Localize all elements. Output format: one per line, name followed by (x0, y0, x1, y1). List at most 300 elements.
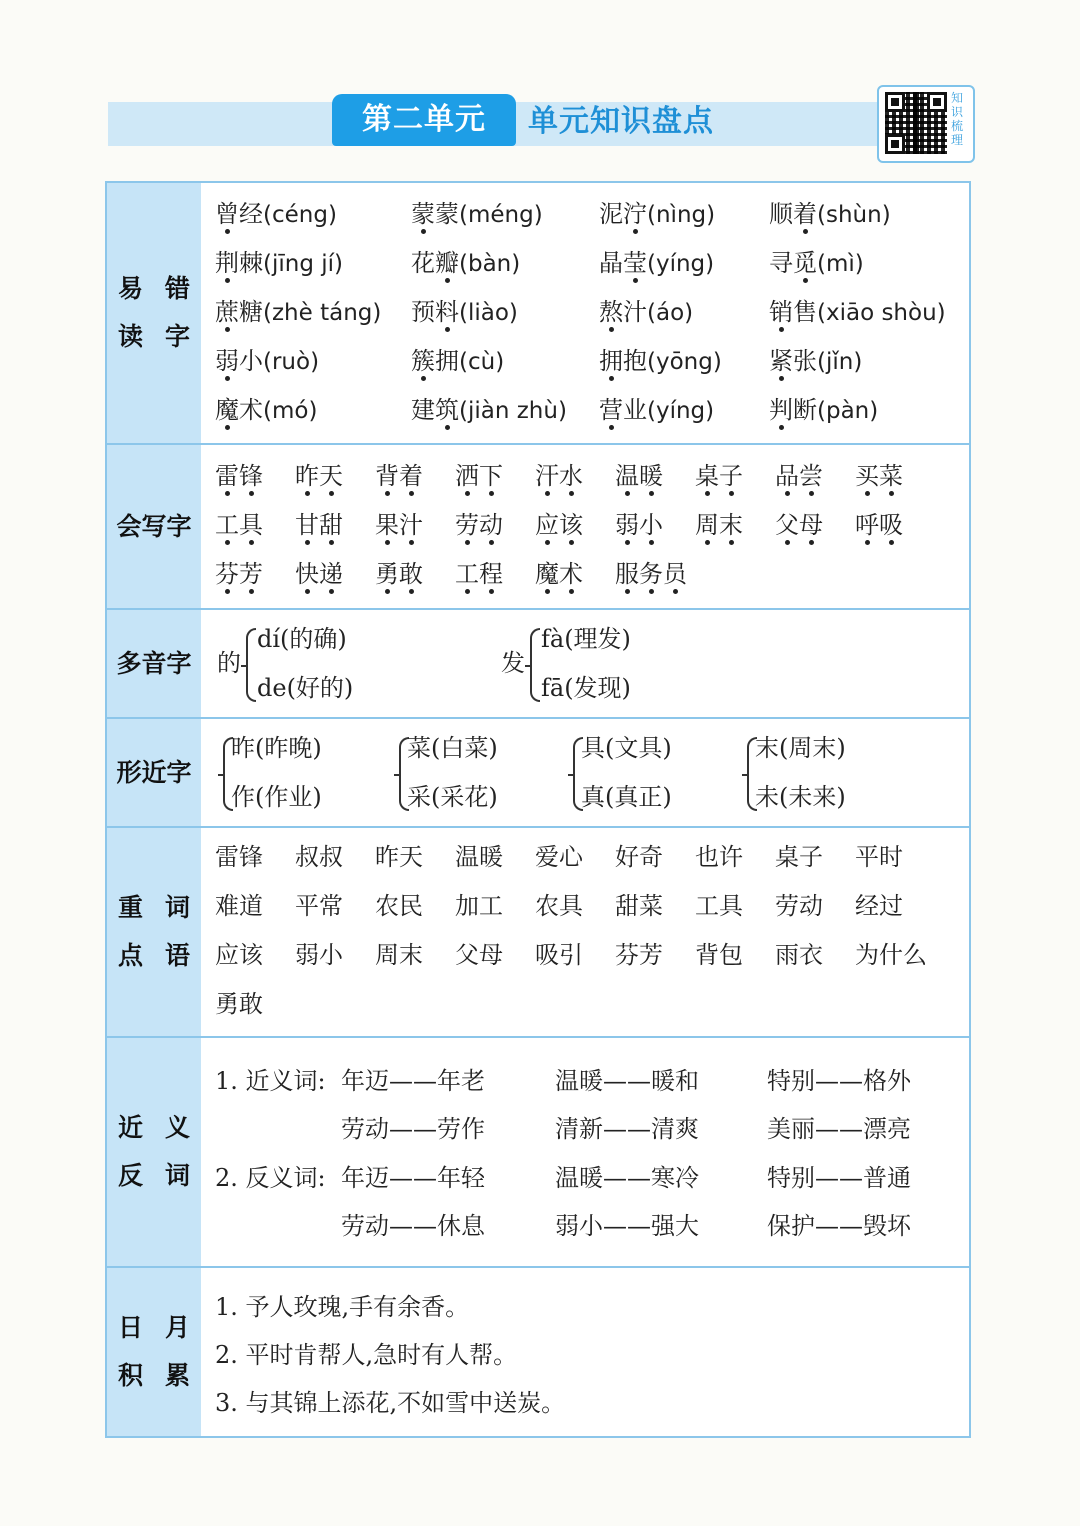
word-char: 什 (879, 941, 903, 969)
word-item (535, 461, 583, 491)
misread-char: 汁 (623, 298, 647, 326)
word-char: 菜 (639, 892, 663, 920)
word-char: 着 (399, 462, 423, 490)
misread-char: 棘 (239, 249, 263, 277)
syn-ant-list (201, 1038, 969, 1266)
word-char: 民 (399, 892, 423, 920)
pinyin: (nìng) (647, 202, 716, 228)
row-similar-shape (107, 717, 969, 826)
similar-char: 未(未来) (755, 783, 846, 811)
misread-item (599, 248, 714, 279)
word-char: 甜 (319, 511, 343, 539)
word-char: 锋 (239, 462, 263, 490)
misread-char: 瓣 (435, 249, 459, 277)
word-char: 动 (799, 892, 823, 920)
word-item (295, 510, 343, 540)
misread-char: 泥 (599, 200, 623, 228)
word-item (215, 559, 263, 589)
word-item (295, 940, 343, 970)
word-char: 小 (319, 941, 343, 969)
pinyin: (áo) (647, 300, 694, 326)
word-char: 吸 (879, 511, 903, 539)
label-line: 会写字 (116, 511, 192, 541)
misread-char: 蔗 (215, 298, 239, 326)
polyphone-reading: dí(的确) (257, 625, 347, 653)
word-char: 劳 (455, 511, 479, 539)
word-item (455, 940, 503, 970)
word-char: 温 (615, 462, 639, 490)
word-item (215, 940, 263, 970)
misread-item (411, 248, 520, 279)
misread-char: 泞 (623, 200, 647, 228)
label-line: 易读 (117, 274, 143, 351)
misread-char: 拥 (599, 347, 623, 375)
pinyin: (bàn) (459, 251, 521, 277)
misread-char: 销 (769, 298, 793, 326)
word-char: 叔 (295, 843, 319, 871)
word-char: 常 (319, 892, 343, 920)
misread-char: 断 (793, 396, 817, 424)
word-item (375, 510, 423, 540)
misread-item (599, 199, 715, 230)
word-char: 心 (559, 843, 583, 871)
word-item (455, 891, 503, 921)
word-char: 汁 (399, 511, 423, 539)
word-char: 呼 (855, 511, 879, 539)
misread-char: 拥 (435, 347, 459, 375)
pinyin: (jiàn zhù) (459, 398, 567, 424)
row-syn-ant (107, 1036, 969, 1266)
row-label (107, 1038, 201, 1266)
polyphone-reading: de(好的) (257, 674, 354, 702)
word-char: 工 (479, 892, 503, 920)
misread-char: 判 (769, 396, 793, 424)
word-char: 暖 (479, 843, 503, 871)
word-char: 弱 (615, 511, 639, 539)
can-write-list (201, 445, 969, 608)
word-item (295, 891, 343, 921)
word-item (615, 842, 663, 872)
label-line: 月累 (164, 1313, 190, 1390)
word-char: 雷 (215, 843, 239, 871)
word-char: 末 (399, 941, 423, 969)
pinyin: (liào) (459, 300, 518, 326)
row-label (107, 719, 201, 826)
misread-item (215, 395, 317, 426)
unit-label: 第二单元 (332, 94, 516, 146)
word-char: 劳 (775, 892, 799, 920)
word-item (775, 940, 823, 970)
misread-char: 蒙 (435, 200, 459, 228)
word-char: 桌 (695, 462, 719, 490)
misread-char: 抱 (623, 347, 647, 375)
word-char: 服 (615, 560, 639, 588)
word-char: 应 (215, 941, 239, 969)
misread-char: 寻 (769, 249, 793, 277)
word-item (855, 842, 903, 872)
misread-item (215, 297, 381, 328)
misread-char: 熬 (599, 298, 623, 326)
word-char: 也 (695, 843, 719, 871)
word-char: 背 (375, 462, 399, 490)
word-item (295, 559, 343, 589)
word-item (855, 461, 903, 491)
word-char: 母 (799, 511, 823, 539)
word-item (615, 510, 663, 540)
antonym-pair: 温暖——寒冷 (555, 1164, 699, 1192)
word-char: 芳 (239, 560, 263, 588)
misread-char: 张 (793, 347, 817, 375)
word-char: 递 (319, 560, 343, 588)
similar-shape-list (201, 719, 969, 826)
word-item (615, 559, 687, 589)
pinyin: (mó) (263, 398, 318, 424)
similar-char: 末(周末) (755, 734, 846, 762)
synonym-prefix: 1. 近义词: (215, 1067, 326, 1095)
word-item (535, 842, 583, 872)
word-item (535, 891, 583, 921)
word-char: 水 (559, 462, 583, 490)
label-line: 词语 (164, 893, 190, 970)
word-item (215, 510, 263, 540)
row-polyphone (107, 608, 969, 717)
misread-item (769, 248, 864, 279)
misread-item (215, 248, 343, 279)
word-char: 加 (455, 892, 479, 920)
similar-char: 作(作业) (231, 783, 322, 811)
word-char: 农 (535, 892, 559, 920)
label-line: 义词 (164, 1113, 190, 1190)
misread-char: 曾 (215, 200, 239, 228)
synonym-pair: 美丽——漂亮 (767, 1115, 911, 1143)
word-char: 下 (479, 462, 503, 490)
pinyin: (jǐn) (817, 349, 863, 375)
misread-char: 晶 (599, 249, 623, 277)
word-char: 工 (215, 511, 239, 539)
word-char: 敢 (239, 990, 263, 1018)
word-item (615, 940, 663, 970)
qr-code-box[interactable] (877, 85, 975, 163)
pinyin: (méng) (459, 202, 543, 228)
word-char: 洒 (455, 462, 479, 490)
pinyin: (shùn) (817, 202, 891, 228)
word-item (375, 940, 423, 970)
similar-char: 具(文具) (581, 734, 672, 762)
polyphone-char: 发 (501, 649, 525, 677)
word-item (695, 510, 743, 540)
page-title: 单元知识盘点 (528, 104, 714, 139)
word-char: 动 (479, 511, 503, 539)
word-char: 农 (375, 892, 399, 920)
word-item (775, 461, 823, 491)
row-label (107, 445, 201, 608)
misread-item (769, 395, 878, 426)
word-char: 周 (375, 941, 399, 969)
word-char: 小 (639, 511, 663, 539)
word-char: 具 (559, 892, 583, 920)
polyphone-reading: fà(理发) (541, 625, 631, 653)
label-line: 错字 (164, 274, 190, 351)
misread-char: 筑 (435, 396, 459, 424)
word-char: 许 (719, 843, 743, 871)
word-item (775, 891, 823, 921)
proverb-line: 2. 平时肯帮人,急时有人帮。 (215, 1341, 518, 1369)
pinyin: (xiāo shòu) (817, 300, 946, 326)
word-char: 快 (295, 560, 319, 588)
misread-item (215, 346, 319, 377)
word-item (295, 842, 343, 872)
synonym-pair: 年迈——年老 (341, 1067, 485, 1095)
pinyin: (pàn) (817, 398, 879, 424)
word-item (695, 461, 743, 491)
word-item (455, 559, 503, 589)
word-char: 子 (719, 462, 743, 490)
pinyin: (yíng) (647, 398, 715, 424)
word-char: 芬 (615, 941, 639, 969)
misread-item (599, 297, 693, 328)
word-item (535, 559, 583, 589)
misread-char: 着 (793, 200, 817, 228)
word-char: 勇 (215, 990, 239, 1018)
similar-char: 真(真正) (581, 783, 672, 811)
misread-item (411, 199, 543, 230)
row-easy-misread (107, 183, 969, 443)
word-item (535, 510, 583, 540)
word-char: 奇 (639, 843, 663, 871)
misread-list (201, 183, 969, 443)
pinyin: (yōng) (647, 349, 722, 375)
word-char: 父 (455, 941, 479, 969)
misread-char: 顺 (769, 200, 793, 228)
row-key-words (107, 826, 969, 1036)
word-char: 子 (799, 843, 823, 871)
misread-char: 经 (239, 200, 263, 228)
word-item (855, 891, 903, 921)
word-char: 工 (695, 892, 719, 920)
polyphone-list (201, 610, 969, 717)
key-words-list (201, 828, 969, 1036)
misread-item (769, 199, 891, 230)
misread-item (769, 297, 946, 328)
antonym-prefix: 2. 反义词: (215, 1164, 326, 1192)
word-char: 菜 (879, 462, 903, 490)
word-char: 芬 (215, 560, 239, 588)
pinyin: (mì) (817, 251, 864, 277)
word-char: 背 (695, 941, 719, 969)
word-char: 买 (855, 462, 879, 490)
label-line: 多音字 (116, 648, 192, 678)
misread-char: 术 (239, 396, 263, 424)
misread-item (411, 297, 518, 328)
word-char: 术 (559, 560, 583, 588)
word-char: 品 (775, 462, 799, 490)
brace (530, 628, 540, 702)
similar-char: 采(采花) (407, 783, 498, 811)
word-char: 父 (775, 511, 799, 539)
word-char: 周 (695, 511, 719, 539)
word-item (775, 842, 823, 872)
misread-char: 觅 (793, 249, 817, 277)
antonym-pair: 年迈——年轻 (341, 1164, 485, 1192)
label-line: 近反 (117, 1113, 143, 1190)
word-char: 难 (215, 892, 239, 920)
misread-item (599, 395, 714, 426)
word-char: 员 (663, 560, 687, 588)
word-char: 魔 (535, 560, 559, 588)
word-char: 么 (903, 941, 927, 969)
pinyin: (cù) (459, 349, 505, 375)
word-item (695, 940, 743, 970)
word-item (375, 842, 423, 872)
similar-char: 菜(白菜) (407, 734, 498, 762)
word-char: 道 (239, 892, 263, 920)
proverb-line: 1. 予人玫瑰,手有余香。 (215, 1293, 470, 1321)
word-char: 引 (559, 941, 583, 969)
polyphone-reading: fā(发现) (541, 674, 631, 702)
word-char: 母 (479, 941, 503, 969)
word-item (375, 891, 423, 921)
misread-char: 业 (623, 396, 647, 424)
word-item (215, 989, 263, 1019)
misread-char: 花 (411, 249, 435, 277)
word-item (455, 461, 503, 491)
pinyin: (yíng) (647, 251, 715, 277)
pinyin: (ruò) (263, 349, 320, 375)
word-item (455, 842, 503, 872)
misread-char: 小 (239, 347, 263, 375)
synonym-pair: 温暖——暖和 (555, 1067, 699, 1095)
misread-char: 魔 (215, 396, 239, 424)
word-char: 末 (719, 511, 743, 539)
word-char: 平 (855, 843, 879, 871)
pinyin: (céng) (263, 202, 337, 228)
label-line: 日积 (117, 1313, 143, 1390)
row-can-write (107, 443, 969, 608)
word-char: 芳 (639, 941, 663, 969)
word-item (295, 461, 343, 491)
misread-item (769, 346, 862, 377)
word-item (615, 461, 663, 491)
word-char: 尝 (799, 462, 823, 490)
misread-item (411, 395, 567, 426)
word-char: 经 (855, 892, 879, 920)
word-char: 弱 (295, 941, 319, 969)
qr-code-icon[interactable] (885, 92, 947, 154)
misread-char: 料 (435, 298, 459, 326)
word-char: 应 (535, 511, 559, 539)
word-char: 吸 (535, 941, 559, 969)
word-char: 桌 (775, 843, 799, 871)
antonym-pair: 特别——普通 (767, 1164, 911, 1192)
misread-char: 营 (599, 396, 623, 424)
row-daily (107, 1266, 969, 1436)
word-char: 为 (855, 941, 879, 969)
word-char: 工 (455, 560, 479, 588)
word-char: 昨 (375, 843, 399, 871)
word-char: 温 (455, 843, 479, 871)
word-char: 具 (239, 511, 263, 539)
word-char: 暖 (639, 462, 663, 490)
pinyin: (jīng jí) (263, 251, 343, 277)
row-label (107, 610, 201, 717)
word-item (775, 510, 823, 540)
daily-list (201, 1268, 969, 1436)
synonym-pair: 特别——格外 (767, 1067, 911, 1095)
word-char: 务 (639, 560, 663, 588)
label-line: 形近字 (116, 757, 192, 787)
word-char: 昨 (295, 462, 319, 490)
row-label (107, 828, 201, 1036)
word-item (535, 940, 583, 970)
word-char: 甜 (615, 892, 639, 920)
word-char: 好 (615, 843, 639, 871)
word-char: 该 (559, 511, 583, 539)
word-char: 雨 (775, 941, 799, 969)
word-char: 衣 (799, 941, 823, 969)
misread-char: 蒙 (411, 200, 435, 228)
qr-caption: 知识梳理 (951, 91, 964, 147)
word-char: 爱 (535, 843, 559, 871)
word-char: 过 (879, 892, 903, 920)
word-char: 包 (719, 941, 743, 969)
row-label (107, 183, 201, 443)
knowledge-table (105, 181, 971, 1438)
word-char: 叔 (319, 843, 343, 871)
word-item (215, 461, 263, 491)
misread-char: 弱 (215, 347, 239, 375)
word-char: 果 (375, 511, 399, 539)
misread-char: 簇 (411, 347, 435, 375)
synonym-pair: 清新——清爽 (555, 1115, 699, 1143)
synonym-pair: 劳动——劳作 (341, 1115, 485, 1143)
word-char: 汗 (535, 462, 559, 490)
brace (246, 628, 256, 702)
word-char: 敢 (399, 560, 423, 588)
misread-char: 莹 (623, 249, 647, 277)
word-item (855, 510, 903, 540)
pinyin: (zhè táng) (263, 300, 382, 326)
antonym-pair: 弱小——强大 (555, 1212, 699, 1240)
misread-char: 荆 (215, 249, 239, 277)
word-char: 勇 (375, 560, 399, 588)
word-item (695, 891, 743, 921)
word-item (215, 842, 263, 872)
misread-char: 糖 (239, 298, 263, 326)
word-char: 天 (399, 843, 423, 871)
misread-char: 建 (411, 396, 435, 424)
word-char: 时 (879, 843, 903, 871)
misread-char: 售 (793, 298, 817, 326)
word-item (375, 461, 423, 491)
word-char: 甘 (295, 511, 319, 539)
word-item (215, 891, 263, 921)
misread-char: 紧 (769, 347, 793, 375)
word-char: 锋 (239, 843, 263, 871)
word-char: 天 (319, 462, 343, 490)
word-char: 该 (239, 941, 263, 969)
row-label (107, 1268, 201, 1436)
word-item (615, 891, 663, 921)
word-item (695, 842, 743, 872)
proverb-line: 3. 与其锦上添花,不如雪中送炭。 (215, 1389, 566, 1417)
similar-char: 昨(昨晚) (231, 734, 322, 762)
misread-char: 预 (411, 298, 435, 326)
label-line: 重点 (117, 893, 143, 970)
word-char: 雷 (215, 462, 239, 490)
word-item (455, 510, 503, 540)
word-item (855, 940, 927, 970)
antonym-pair: 劳动——休息 (341, 1212, 485, 1240)
